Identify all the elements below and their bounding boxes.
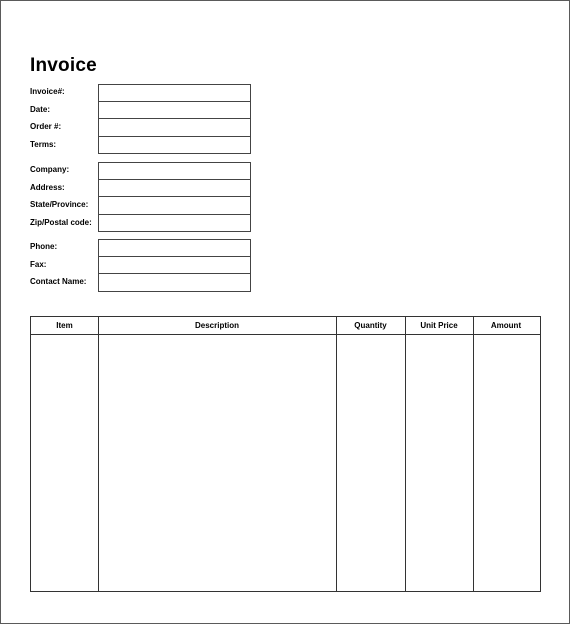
terms-field[interactable] [98,137,251,155]
column-divider [336,317,337,591]
order-number-label: Order #: [30,122,62,131]
column-header-unit-price: Unit Price [420,321,458,330]
column-header-item: Item [56,321,73,330]
date-label: Date: [30,104,51,114]
terms-label: Terms: [30,139,57,149]
field-row-zip-postal-code [30,215,252,233]
field-row-fax [30,257,252,275]
company-label: Company: [30,165,70,174]
phone-label: Phone: [30,242,58,251]
address-label: Address: [30,182,65,192]
field-row-date [30,102,252,120]
field-row-contact-name [30,274,252,292]
company-details-group [30,162,252,232]
order-number-field[interactable] [98,119,251,137]
column-header-quantity: Quantity [354,321,387,330]
contact-details-group [30,239,252,292]
column-header-amount: Amount [490,321,522,330]
column-divider [98,317,99,591]
invoice-number-label: Invoice#: [30,87,65,96]
date-field[interactable] [98,102,251,120]
invoice-details-group [30,84,252,154]
field-row-terms [30,137,252,155]
field-row-phone [30,239,252,257]
column-header-description: Description [194,321,239,330]
field-row-company [30,162,252,180]
contact-name-field[interactable] [98,274,251,292]
zip-postal-code-label: Zip/Postal code: [30,217,92,227]
line-items-table [30,316,541,592]
company-field[interactable] [98,162,251,180]
field-row-invoice-number [30,84,252,102]
column-divider [405,317,406,591]
contact-name-label: Contact Name: [30,277,87,286]
address-field[interactable] [98,180,251,198]
invoice-title: Invoice [30,55,97,76]
invoice-number-field[interactable] [98,84,251,102]
state-province-label: State/Province: [30,200,89,209]
field-row-address [30,180,252,198]
column-divider [473,317,474,591]
field-row-state-province [30,197,252,215]
field-row-order-number [30,119,252,137]
fax-field[interactable] [98,257,251,275]
phone-field[interactable] [98,239,251,257]
fax-label: Fax: [30,259,47,269]
zip-postal-code-field[interactable] [98,215,251,233]
state-province-field[interactable] [98,197,251,215]
